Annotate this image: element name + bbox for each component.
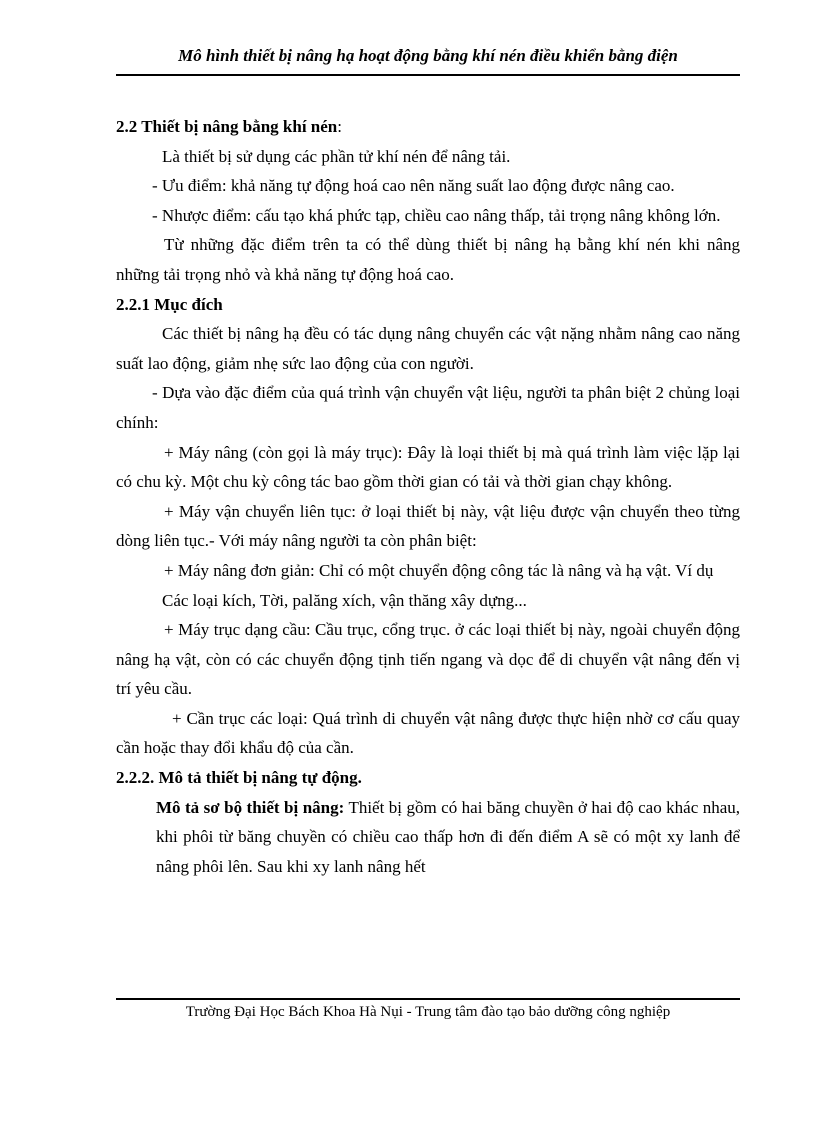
section-heading-2-2-colon: : bbox=[337, 117, 342, 136]
paragraph bbox=[116, 793, 740, 882]
footer-divider bbox=[116, 998, 740, 1000]
section-heading-2-2-2: 2.2.2. Mô tả thiết bị nâng tự động. bbox=[116, 768, 362, 788]
paragraph: + Máy vận chuyển liên tục: ở loại thiết bị này, vật liệu được vận chuyển theo từng dòng liên tục.- Với máy nâng người ta còn phân biệt: bbox=[116, 501, 740, 551]
paragraph: Từ những đặc điểm trên ta có thể dùng thiết bị nâng hạ bằng khí nén khi nâng những tải trọng nhỏ và khả năng tự động hoá cao. bbox=[116, 235, 740, 284]
header-divider bbox=[116, 74, 740, 76]
section-heading-2-2 bbox=[116, 112, 740, 142]
paragraph: Là thiết bị sử dụng các phần tử khí nén để nâng tải. bbox=[162, 146, 511, 166]
paragraph: - Dựa vào đặc điểm của quá trình vận chuyển vật liệu, người ta phân biệt 2 chủng loại chính: bbox=[116, 383, 740, 432]
paragraph: + Máy trục dạng cầu: Cầu trục, cổng trục. ở các loại thiết bị này, ngoài chuyển động nâng hạ vật, còn có các chuyển động tịnh tiến ngang và dọc để di chuyển vật nâng đến vị trí yêu cầu. bbox=[116, 620, 740, 699]
section-heading-2-2-text: 2.2 Thiết bị nâng bằng khí nén bbox=[116, 117, 338, 136]
page-footer-text: Trường Đại Học Bách Khoa Hà Nụi - Trung tâm đào tạo bảo dưỡng công nghiệp bbox=[185, 1004, 671, 1020]
paragraph: + Máy nâng (còn gọi là máy trục): Đây là loại thiết bị mà quá trình làm việc lặp lại có chu kỳ. Một chu kỳ công tác bao gồm thời gian có tải và thời gian chạy không. bbox=[116, 442, 740, 492]
paragraph-text: Thiết bị gồm có hai băng chuyền ở hai độ cao khác nhau, khi phôi từ băng chuyền có chiều cao thấp hơn đi đến điểm A sẽ có một xy lanh để nâng phôi lên. Sau khi xy lanh nâng hết bbox=[156, 797, 741, 876]
section-heading-2-2-1: 2.2.1 Mục đích bbox=[116, 294, 223, 314]
paragraph-lead: Mô tả sơ bộ thiết bị nâng: bbox=[156, 797, 345, 817]
paragraph: - Ưu điểm: khả năng tự động hoá cao nên năng suất lao động được nâng cao. bbox=[152, 176, 675, 196]
paragraph: Các loại kích, Tời, palăng xích, vận thăng xây dựng... bbox=[162, 590, 527, 610]
paragraph: + Máy nâng đơn giản: Chỉ có một chuyển động công tác là nâng và hạ vật. Ví dụ bbox=[164, 560, 714, 580]
page-header-title: Mô hình thiết bị nâng hạ hoạt động bằng khí nén điều khiển bằng điện bbox=[178, 46, 678, 65]
paragraph: Các thiết bị nâng hạ đều có tác dụng nâng chuyển các vật nặng nhằm nâng cao năng suất lao động, giảm nhẹ sức lao động của con người. bbox=[116, 324, 740, 373]
document-body bbox=[116, 112, 740, 881]
paragraph: - Nhược điểm: cấu tạo khá phức tạp, chiều cao nâng thấp, tải trọng nâng không lớn. bbox=[152, 205, 721, 225]
paragraph: + Cần trục các loại: Quá trình di chuyển vật nâng được thực hiện nhờ cơ cấu quay cần hoặc thay đổi khẩu độ của cần. bbox=[116, 708, 740, 758]
